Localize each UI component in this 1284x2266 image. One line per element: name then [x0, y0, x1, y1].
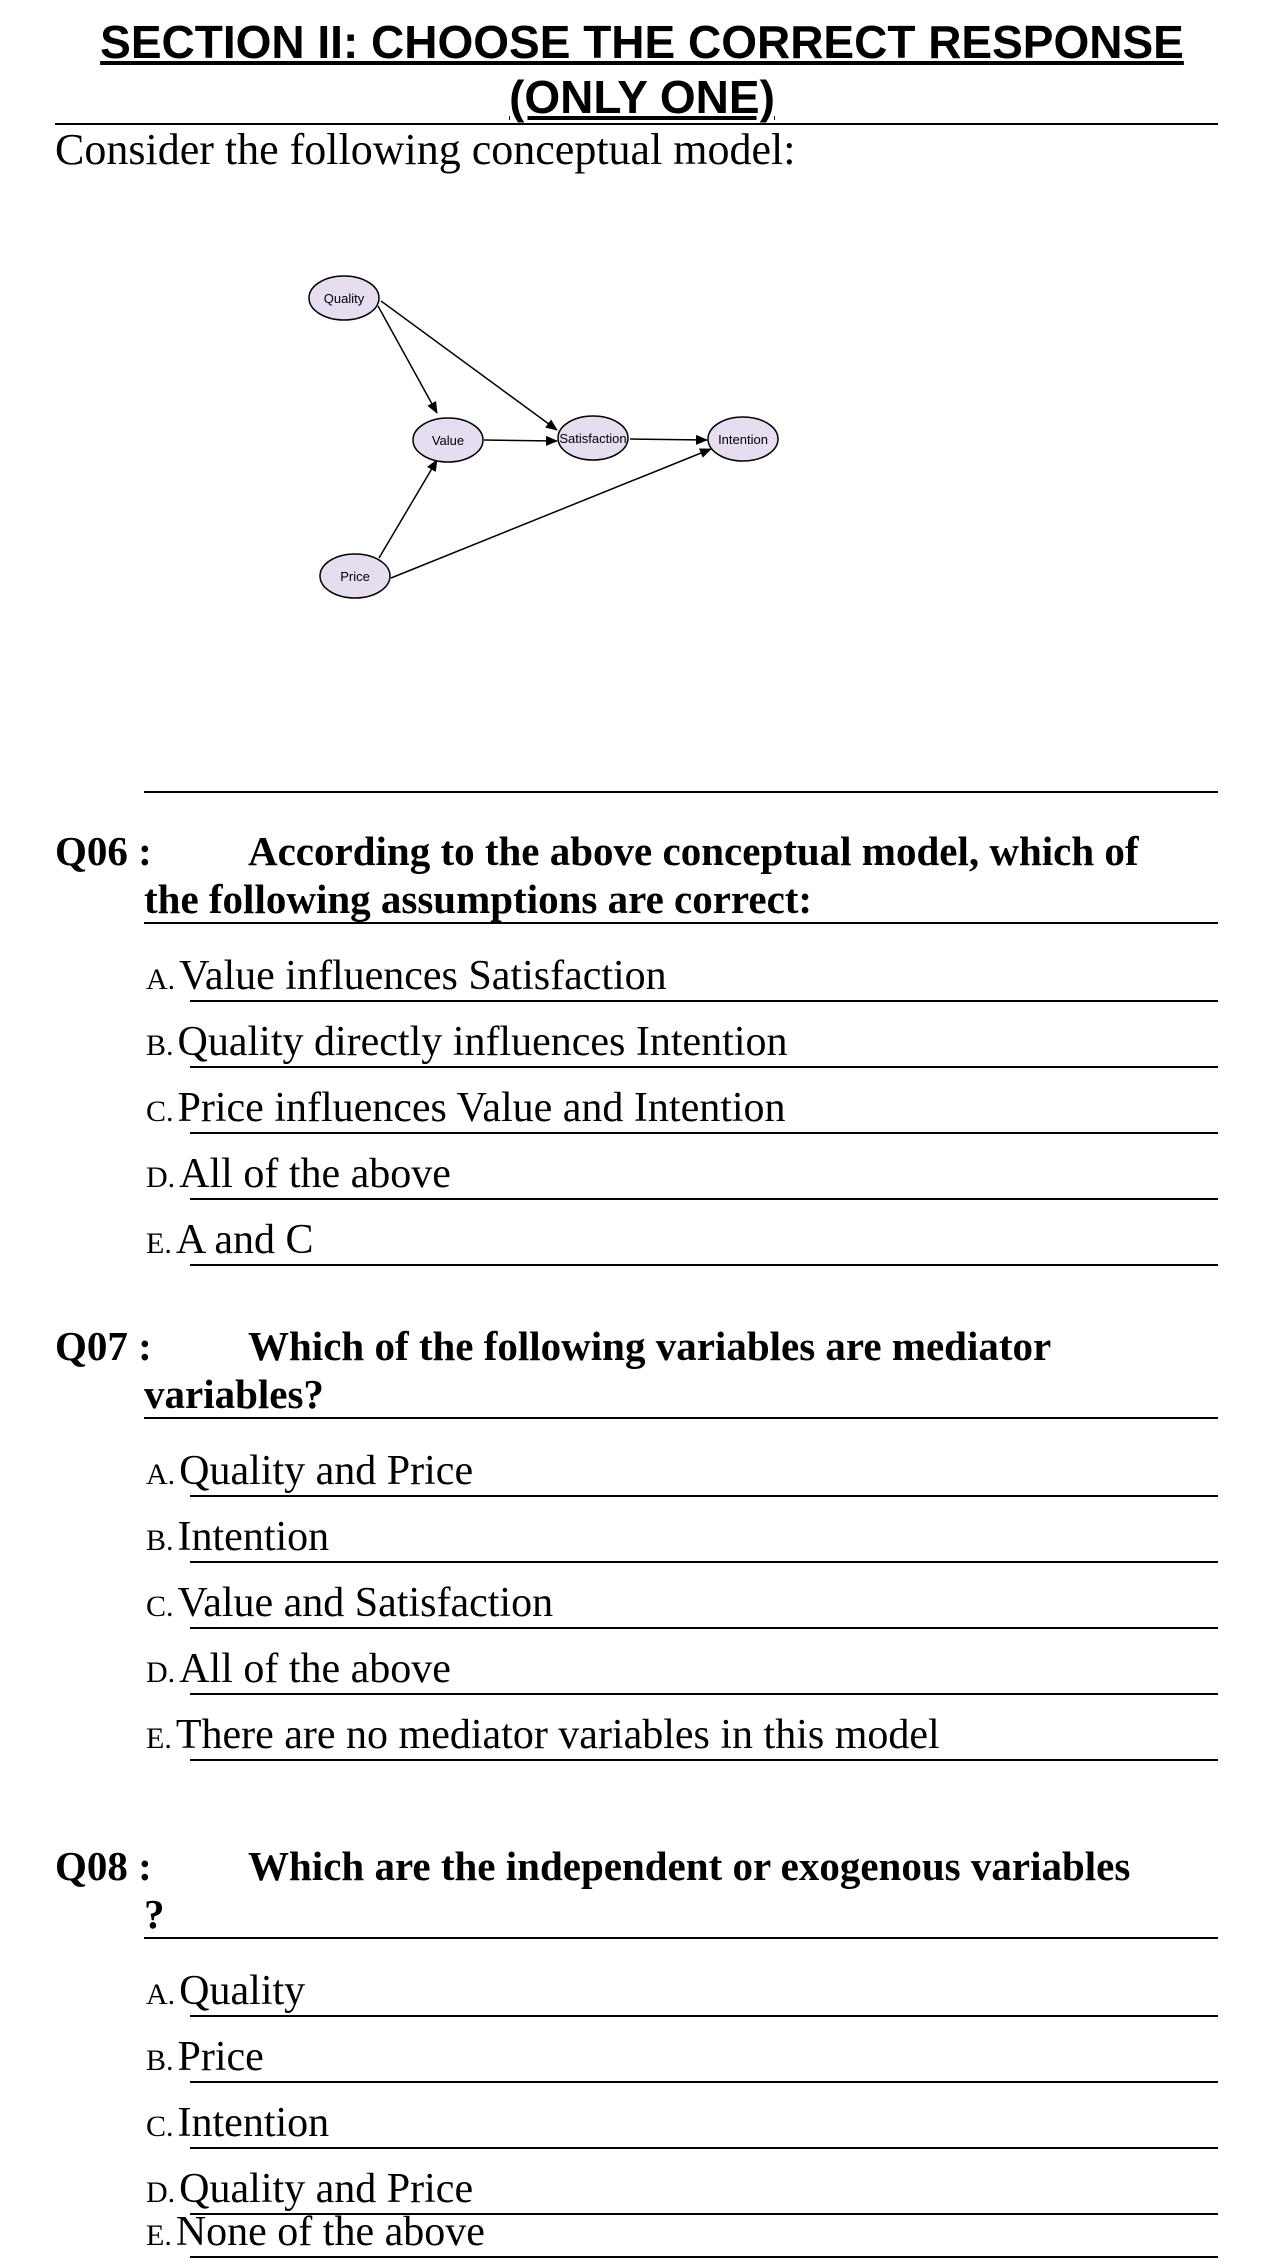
option-rule [190, 1495, 1218, 1497]
option-text: None of the above [175, 2209, 485, 2255]
question-label: Q07 : [55, 1323, 152, 1369]
node-value-label: Value [431, 433, 465, 448]
option-text: Intention [177, 2100, 330, 2146]
question-text-line2: the following assumptions are correct: [144, 876, 813, 922]
option-letter: B. [146, 2044, 174, 2077]
option-letter: B. [146, 1029, 174, 1062]
option-letter: A. [146, 963, 176, 996]
option-text: All of the above [179, 1646, 451, 1692]
option-text: Intention [177, 1514, 330, 1560]
intro-text: Consider the following conceptual model: [55, 125, 796, 174]
question-text-line1: According to the above conceptual model, which of [248, 828, 1139, 874]
option-text: All of the above [179, 1151, 451, 1197]
edge-price-value [379, 460, 437, 558]
node-satisfaction-label: Satisfaction [559, 431, 627, 446]
option-letter: E. [146, 1722, 172, 1755]
option-rule [190, 1759, 1218, 1761]
option-letter: D. [146, 1161, 176, 1194]
node-satisfaction [558, 416, 628, 460]
question-text-line1: Which are the independent or exogenous variables [248, 1843, 1131, 1889]
node-price-label: Price [340, 569, 370, 584]
question-label: Q08 : [55, 1843, 152, 1889]
option-text: Value and Satisfaction [177, 1580, 554, 1626]
question-text-line2: variables? [144, 1371, 324, 1417]
option-rule [190, 2081, 1218, 2083]
option-letter: E. [146, 2219, 172, 2252]
node-intention-label: Intention [718, 432, 768, 447]
section-divider-rule [144, 791, 1218, 793]
option-rule [190, 2256, 1218, 2258]
node-quality [309, 276, 379, 320]
option-letter: C. [146, 2110, 174, 2143]
node-quality-label: Quality [323, 291, 365, 306]
edge-satisfaction-intention [630, 439, 707, 440]
option-letter: A. [146, 1458, 176, 1491]
option-text: Price influences Value and Intention [177, 1085, 786, 1131]
option-text: Quality and Price [179, 1448, 474, 1494]
section-title-line2: (ONLY ONE) [509, 71, 775, 123]
node-value [413, 418, 483, 462]
option-letter: A. [146, 1978, 176, 2011]
node-intention [708, 417, 778, 461]
edge-quality-satisfaction [381, 301, 557, 430]
option-letter: C. [146, 1590, 174, 1623]
option-rule [190, 1198, 1218, 1200]
question-text-line1: Which of the following variables are mediator [248, 1323, 1052, 1369]
option-letter: E. [146, 1227, 172, 1260]
option-rule [190, 1264, 1218, 1266]
question-rule [144, 922, 1218, 924]
option-letter: D. [146, 2176, 176, 2209]
option-text: Value influences Satisfaction [179, 953, 667, 999]
section-title-line1: SECTION II: CHOOSE THE CORRECT RESPONSE [100, 16, 1184, 68]
option-text: There are no mediator variables in this model [175, 1712, 940, 1758]
option-letter: B. [146, 1524, 174, 1557]
option-letter: D. [146, 1656, 176, 1689]
edge-quality-value [378, 306, 437, 413]
question-rule [144, 1937, 1218, 1939]
option-text: A and C [175, 1217, 314, 1263]
option-rule [190, 2015, 1218, 2017]
node-price [320, 554, 390, 598]
option-letter: C. [146, 1095, 174, 1128]
option-rule [190, 1561, 1218, 1563]
option-rule [190, 2147, 1218, 2149]
conceptual-model-diagram [0, 230, 1284, 650]
option-rule [190, 1132, 1218, 1134]
edge-value-satisfaction [484, 440, 557, 441]
option-rule [190, 1066, 1218, 1068]
question-label: Q06 : [55, 828, 152, 874]
edge-price-intention [391, 449, 711, 578]
option-rule [190, 1693, 1218, 1695]
question-rule [144, 1417, 1218, 1419]
option-text: Quality and Price [179, 2166, 474, 2212]
question-text-line2: ? [144, 1891, 165, 1937]
option-text: Quality directly influences Intention [177, 1019, 788, 1065]
option-rule [190, 1000, 1218, 1002]
option-text: Price [177, 2034, 264, 2080]
option-text: Quality [179, 1968, 306, 2014]
option-rule [190, 1627, 1218, 1629]
